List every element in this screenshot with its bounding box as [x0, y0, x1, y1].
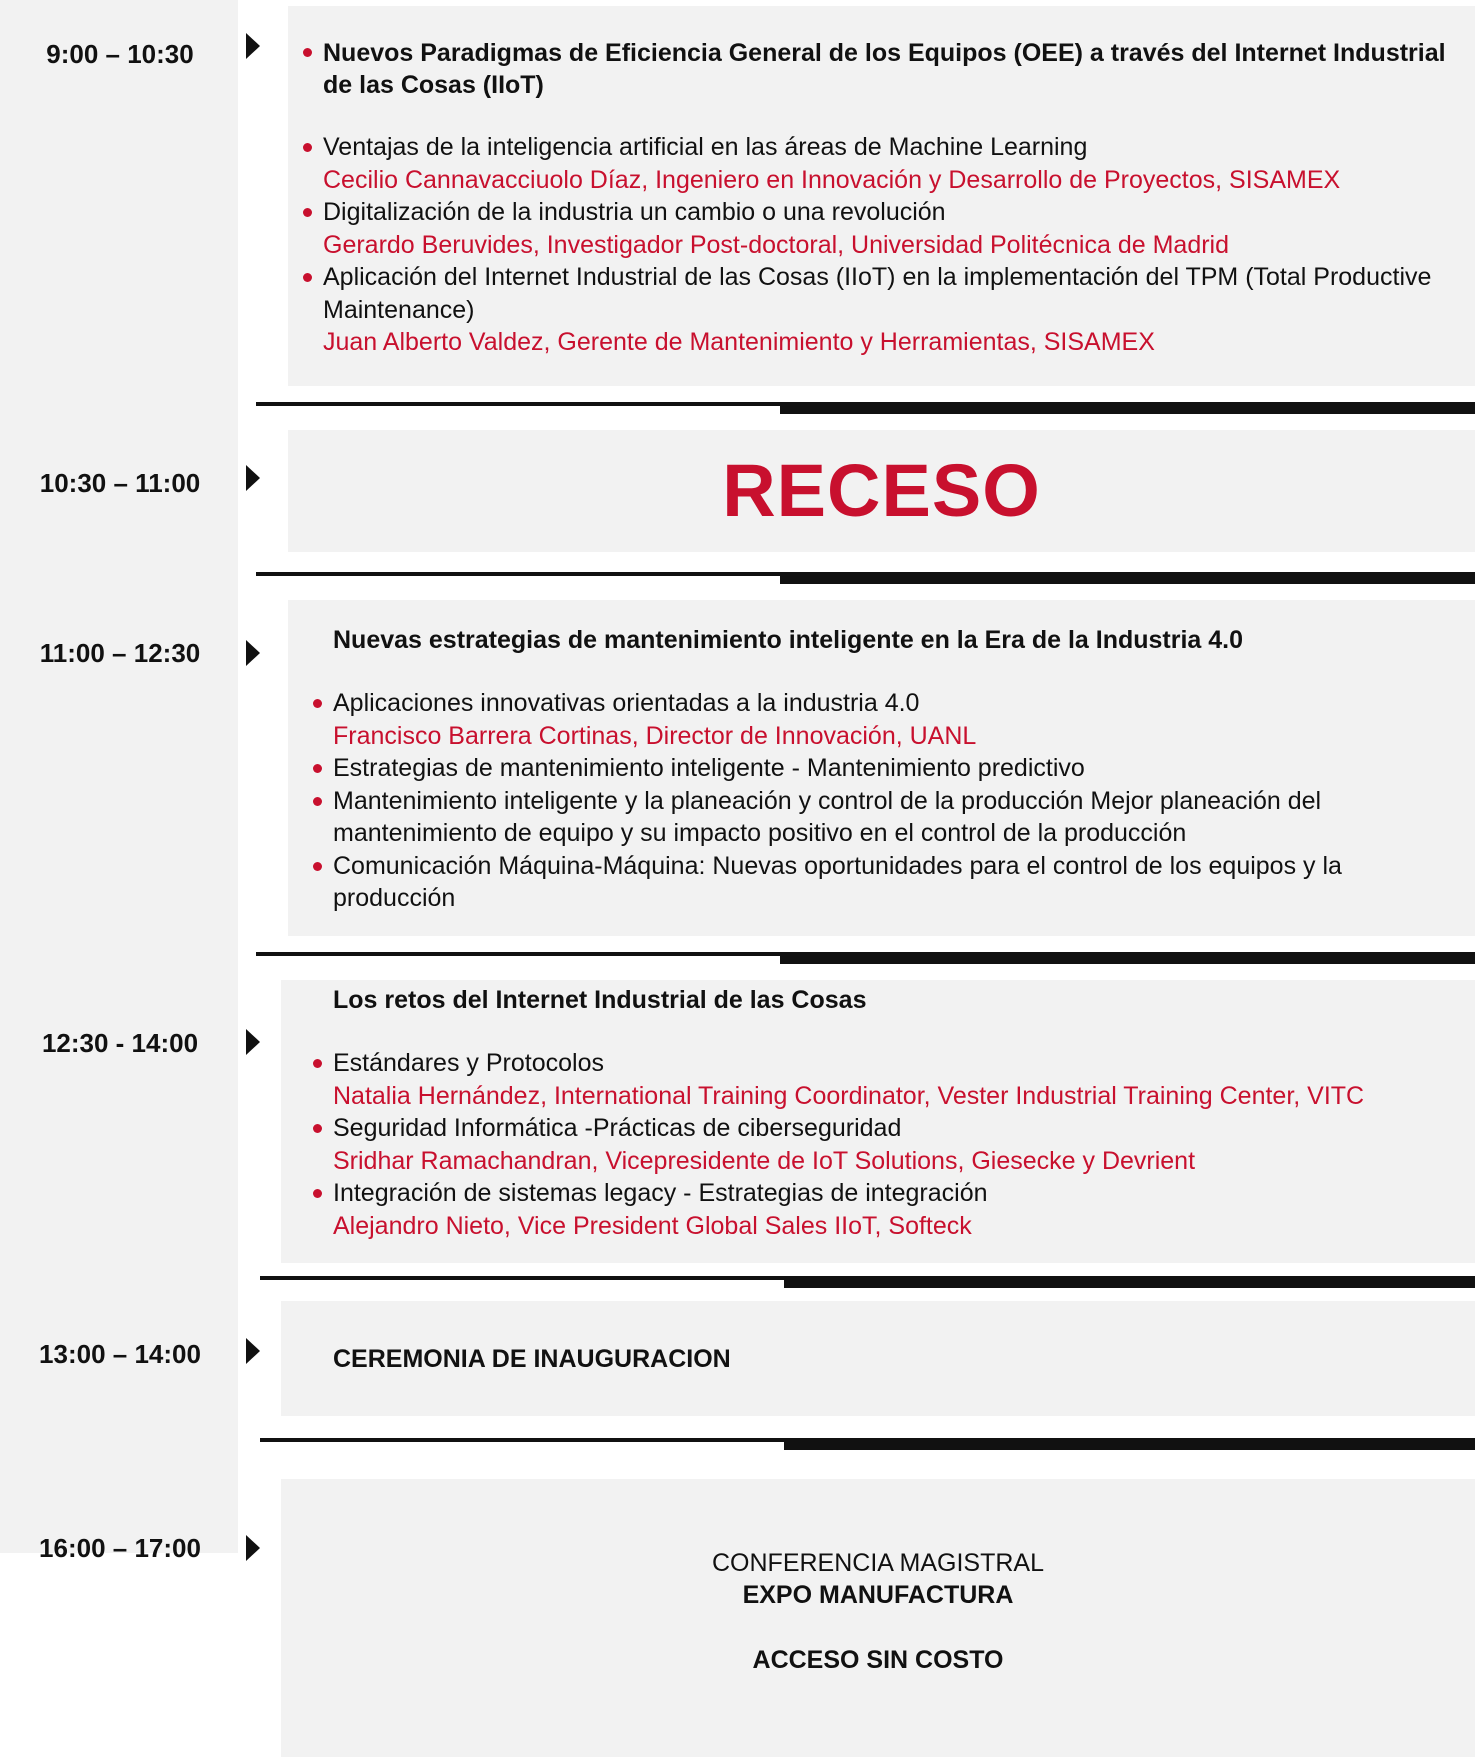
session-title: CEREMONIA DE INAUGURACION — [333, 1345, 731, 1373]
red-dot-icon — [303, 48, 312, 57]
talk-text: Estrategias de mantenimiento inteligente - Mantenimiento predictivo — [333, 754, 1085, 782]
session-title: Nuevas estrategias de mantenimiento inteligente en la Era de la Industria 4.0 — [333, 626, 1244, 654]
separator-bar — [780, 404, 1475, 414]
break-label: RECESO — [722, 449, 1041, 532]
speaker-name: Sridhar Ramachandran, Vicepresidente de IoT Solutions, Giesecke y Devrient — [333, 1146, 1196, 1175]
talk-text: Estándares y Protocolos — [333, 1049, 604, 1077]
triangle-right-icon — [246, 33, 260, 59]
session-time: 12:30 - 14:00 — [41, 1028, 199, 1058]
session-title — [323, 37, 1455, 101]
session-time: 16:00 – 17:00 — [39, 1533, 201, 1563]
session-time: 9:00 – 10:30 — [46, 39, 194, 69]
session-title-text: Nuevos Paradigmas de Eficiencia General de los Equipos (OEE) a través del Internet Industrial de las Cosas (IIoT) — [323, 39, 1446, 99]
talk-item — [313, 752, 1455, 785]
session-panel — [288, 600, 1475, 936]
session-time: 13:00 – 14:00 — [39, 1339, 201, 1369]
talk-text: Comunicación Máquina-Máquina: Nuevas oportunidades para el control de los equipos y la producción — [333, 851, 1342, 912]
session-time: 11:00 – 12:30 — [39, 638, 201, 668]
session-title: Los retos del Internet Industrial de las Cosas — [333, 986, 867, 1014]
access-note: ACCESO SIN COSTO — [752, 1646, 1004, 1674]
time-column-background — [0, 0, 238, 1553]
separator-bar — [780, 574, 1475, 584]
talk-text: Mantenimiento inteligente y la planeación y control de la producción Mejor planeación del mantenimiento de equipo y su impacto positivo en el control de la producción — [333, 786, 1322, 847]
separator-bar — [780, 954, 1475, 964]
talk-text: Aplicaciones innovativas orientadas a la industria 4.0 — [333, 689, 920, 717]
talk-item — [303, 261, 1455, 359]
speaker-name: Francisco Barrera Cortinas, Director de Innovación, UANL — [333, 721, 977, 750]
talk-text: Seguridad Informática -Prácticas de ciberseguridad — [333, 1114, 902, 1142]
session-panel — [281, 1301, 1475, 1416]
talk-text: Aplicación del Internet Industrial de las Cosas (IIoT) en la implementación del TPM (Total Productive Maintenance) — [323, 263, 1432, 324]
separator-bar — [784, 1278, 1475, 1288]
talk-text: Digitalización de la industria un cambio o una revolución — [323, 198, 946, 226]
conference-type: CONFERENCIA MAGISTRAL — [712, 1549, 1044, 1577]
speaker-name: Juan Alberto Valdez, Gerente de Mantenimiento y Herramientas, SISAMEX — [323, 328, 1155, 356]
separator-bar — [784, 1440, 1475, 1450]
triangle-right-icon — [246, 640, 260, 666]
break-panel — [288, 430, 1475, 552]
talk-item — [313, 785, 1455, 850]
talk-text: Ventajas de la inteligencia artificial en las áreas de Machine Learning — [323, 133, 1088, 161]
conference-title: EXPO MANUFACTURA — [742, 1581, 1014, 1609]
triangle-right-icon — [246, 465, 260, 491]
speaker-name: Cecilio Cannavacciuolo Díaz, Ingeniero en Innovación y Desarrollo de Proyectos, SISAMEX — [323, 165, 1341, 194]
talk-list — [303, 131, 1455, 359]
triangle-right-icon — [246, 1029, 260, 1055]
talk-item — [303, 196, 1455, 261]
talk-item — [303, 131, 1455, 196]
speaker-name: Alejandro Nieto, Vice President Global Sales IIoT, Softeck — [333, 1211, 972, 1240]
session-panel — [281, 980, 1475, 1263]
triangle-right-icon — [246, 1338, 260, 1364]
talk-text: Integración de sistemas legacy - Estrategias de integración — [333, 1179, 988, 1207]
talk-item — [313, 687, 1455, 752]
triangle-right-icon — [246, 1535, 260, 1561]
talk-list — [313, 687, 1455, 915]
speaker-name: Gerardo Beruvides, Investigador Post-doctoral, Universidad Politécnica de Madrid — [323, 230, 1230, 259]
speaker-name: Natalia Hernández, International Training Coordinator, Vester Industrial Training Center, VITC — [333, 1081, 1365, 1110]
talk-list — [313, 1047, 1455, 1242]
session-panel — [288, 6, 1475, 386]
talk-item — [313, 1047, 1455, 1112]
talk-item — [313, 1112, 1455, 1177]
session-panel — [281, 1479, 1475, 1757]
talk-item — [313, 850, 1455, 915]
talk-item — [313, 1177, 1455, 1242]
session-time: 10:30 – 11:00 — [39, 468, 201, 498]
